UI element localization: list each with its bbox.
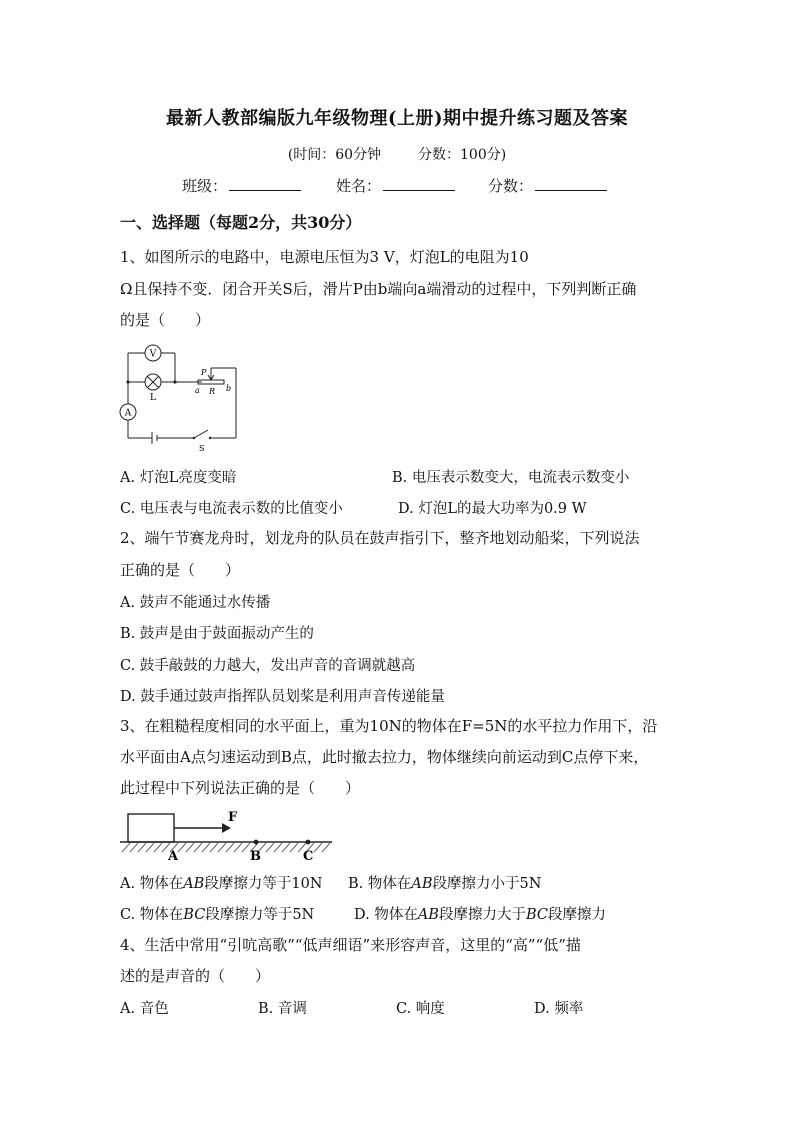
q3-option-c-pre: C. 物体在 [120,907,184,923]
q3-line1: 3、在粗糙程度相同的水平面上，重为10N的物体在F=5N的水平拉力作用下，沿 [120,717,658,735]
class-blank[interactable] [229,176,301,191]
point-c-marker [306,840,311,845]
q3-option-c-post: 段摩擦力等于5N [205,907,315,923]
q1-option-c[interactable]: C. 电压表与电流表示数的比值变小 [120,501,343,517]
q2-option-a[interactable]: A. 鼓声不能通过水传播 [120,595,271,611]
exam-meta [0,144,794,164]
q2-option-b[interactable]: B. 鼓声是由于鼓面振动产生的 [120,626,314,642]
point-a-label: A [168,849,179,864]
name-blank[interactable] [383,176,455,191]
voltmeter-label: V [149,349,157,360]
q4-line2: 述的是声音的（ ） [120,967,271,985]
switch-label: S [199,444,205,453]
q1-line1: 1、如图所示的电路中，电源电压恒为3 V，灯泡L的电阻为10 [120,248,529,266]
q3-option-d-mid: 段摩擦力大于 [438,907,526,923]
q1-line3: 的是（ ） [120,311,211,329]
ground-hatching [122,843,330,852]
q3-line3: 此过程中下列说法正确的是（ ） [120,779,361,797]
name-label: 姓名： [336,177,382,195]
score-label: 分数： [488,177,534,195]
q3-option-d[interactable] [354,903,606,924]
q3-option-a-pre: A. 物体在 [120,876,184,892]
q3-option-a-segment: AB [183,876,205,892]
slider-label: P [201,368,207,377]
q3-option-c[interactable] [120,903,314,924]
ammeter-label: A [124,408,132,419]
q2-option-c[interactable]: C. 鼓手敲鼓的力越大，发出声音的音调就越高 [120,658,416,674]
total-score: 分数：100分) [418,147,507,163]
resistor-label: R [209,387,216,396]
q3-line2: 水平面由A点匀速运动到B点，此时撤去拉力，物体继续向前运动到C点停下来， [120,748,649,766]
q3-option-c-segment: BC [183,907,206,923]
page-title: 最新人教部编版九年级物理(上册)期中提升练习题及答案 [165,108,629,129]
q1-option-d[interactable]: D. 灯泡L的最大功率为0.9 W [398,501,587,517]
class-label: 班级： [182,177,228,195]
terminal-b-label: b [226,384,232,393]
point-b-marker [254,840,259,845]
name-field [336,175,455,196]
q4-option-d[interactable]: D. 频率 [534,1001,584,1017]
circuit-diagram [118,340,244,455]
point-b-label: B [250,849,261,864]
terminal-a-label: a [195,386,200,395]
q3-option-d-pre: D. 物体在 [354,907,418,923]
q2-line1: 2、端午节赛龙舟时，划龙舟的队员在鼓声指引下，整齐地划动船桨，下列说法 [120,529,640,547]
section-heading: 一、选择题（每题2分，共30分） [120,213,362,232]
q1-line2: Ω且保持不变．闭合开关S后，滑片P由b端向a端滑动的过程中，下列判断正确 [120,280,637,298]
block-symbol [128,814,174,842]
force-label: F [228,810,238,825]
q3-option-b[interactable] [348,872,541,893]
q3-option-b-pre: B. 物体在 [348,876,412,892]
score-field [488,175,607,196]
q3-option-d-post: 段摩擦力 [548,907,606,923]
point-c-label: C [303,849,314,864]
q2-option-d[interactable]: D. 鼓手通过鼓声指挥队员划桨是利用声音传递能量 [120,689,445,705]
q4-option-b[interactable]: B. 音调 [258,1001,307,1017]
score-blank[interactable] [535,176,607,191]
force-diagram [118,806,334,864]
q3-option-a[interactable] [120,872,322,893]
q4-option-c[interactable]: C. 响度 [396,1001,445,1017]
q3-option-b-segment: AB [411,876,433,892]
lamp-label: L [150,393,156,403]
time-limit: (时间：60分钟 [287,147,382,163]
q2-line2: 正确的是（ ） [120,561,241,579]
q3-option-a-post: 段摩擦力等于10N [204,876,323,892]
q1-option-a[interactable]: A. 灯泡L亮度变暗 [120,470,237,486]
q4-line1: 4、生活中常用“引吭高歌”“低声细语”来形容声音，这里的“高”“低”描 [120,936,581,954]
q3-option-b-post: 段摩擦力小于5N [432,876,542,892]
q1-option-b[interactable]: B. 电压表示数变大，电流表示数变小 [392,470,630,486]
q3-option-d-segment-ab: AB [417,907,439,923]
class-field [182,175,301,196]
q4-option-a[interactable]: A. 音色 [120,1001,169,1017]
switch-symbol [194,430,208,438]
q3-option-d-segment-bc: BC [525,907,548,923]
